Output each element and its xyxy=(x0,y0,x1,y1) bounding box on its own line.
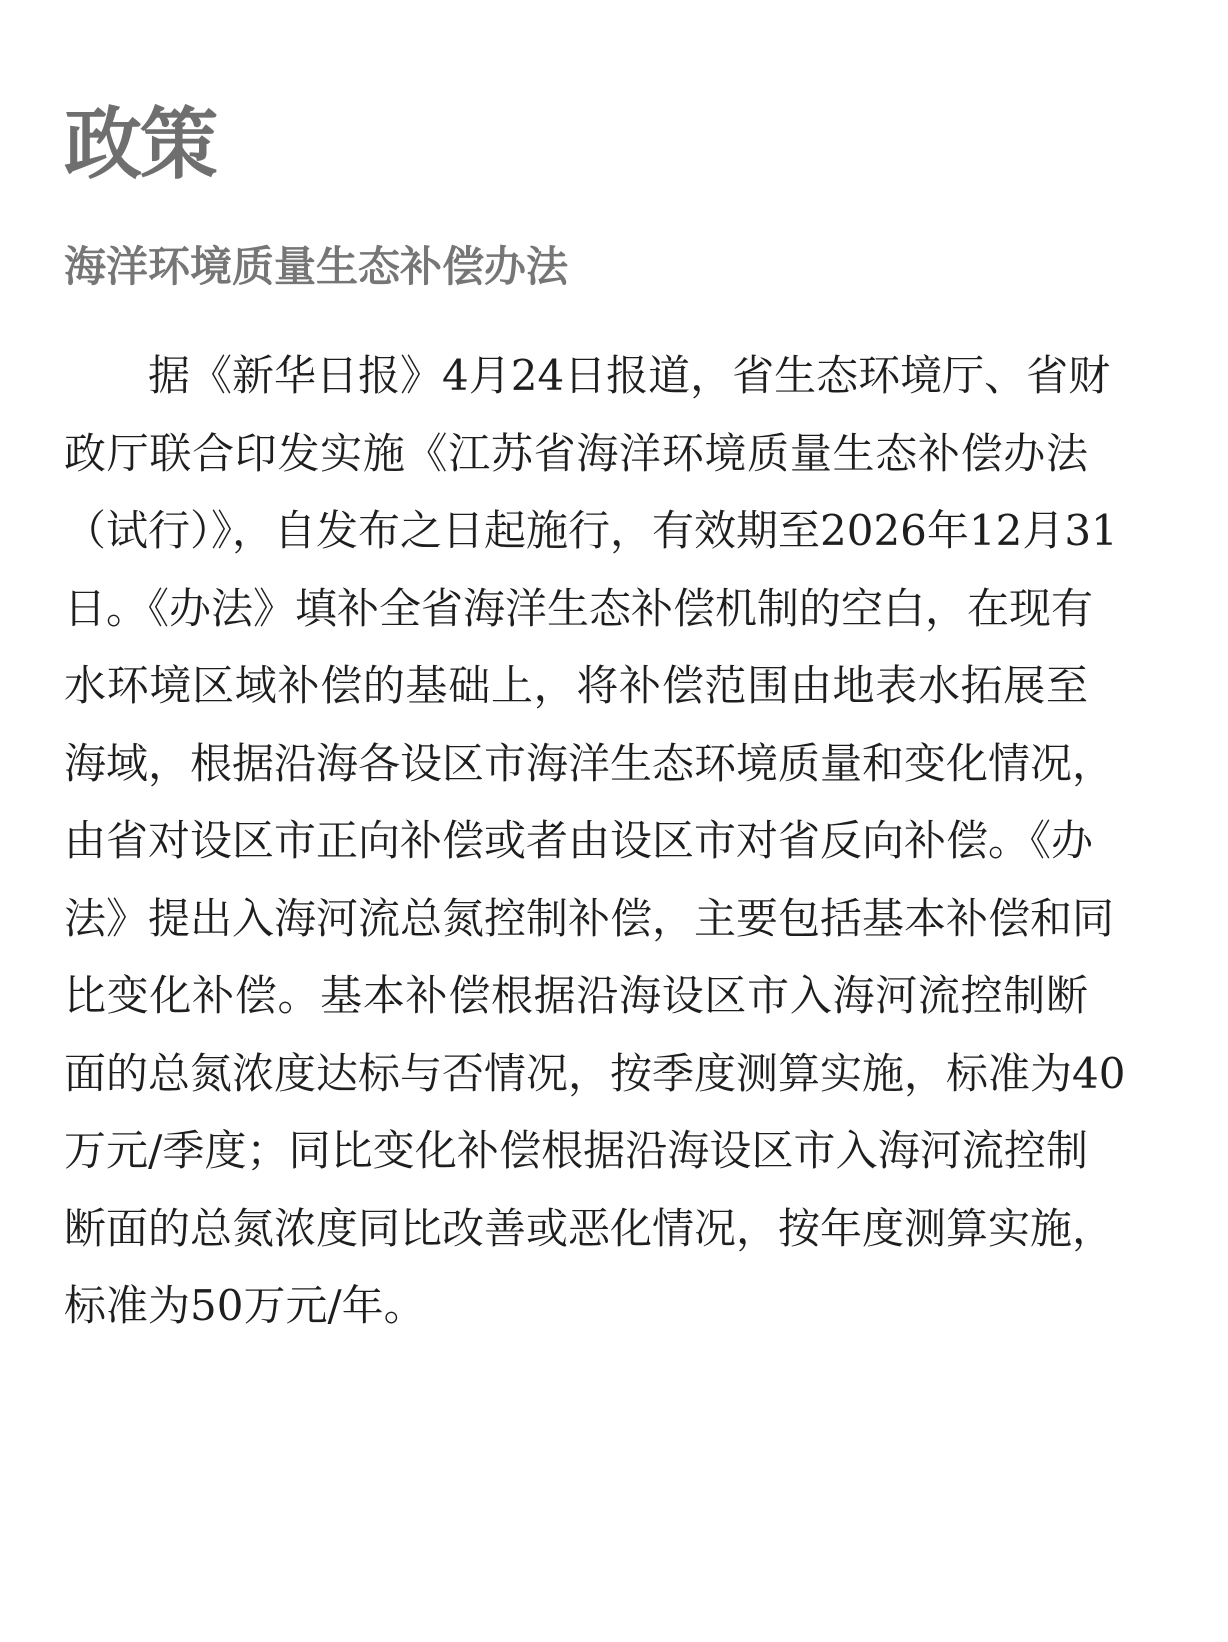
body-line: 标准为50万元/年。 xyxy=(64,1281,426,1330)
article-body xyxy=(64,337,1126,1345)
body-line: 面的总氮浓度达标与否情况，按季度测算实施，标准为40 xyxy=(64,1048,1126,1098)
body-line: 万元/季度；同比变化补偿根据沿海设区市入海河流控制 xyxy=(64,1126,1088,1175)
article-title: 海洋环境质量生态补偿办法 xyxy=(64,242,569,291)
body-line: 海域，根据沿海各设区市海洋生态环境质量和变化情况， xyxy=(64,738,1115,788)
section-title: 政策 xyxy=(64,100,217,190)
body-line: 政厅联合印发实施《江苏省海洋环境质量生态补偿办法 xyxy=(64,428,1088,478)
body-line: 据《新华日报》4月24日报道，省生态环境厅、省财 xyxy=(148,351,1111,400)
body-line: 日。《办法》填补全省海洋生态补偿机制的空白，在现有 xyxy=(64,583,1094,633)
body-line: 水环境区域补偿的基础上，将补偿范围由地表水拓展至 xyxy=(64,661,1088,710)
body-line: （试行）》，自发布之日起施行，有效期至2026年12月31 xyxy=(64,506,1118,555)
body-line: 法》提出入海河流总氮控制补偿，主要包括基本补偿和同 xyxy=(64,893,1115,943)
body-line: 断面的总氮浓度同比改善或恶化情况，按年度测算实施， xyxy=(64,1203,1115,1253)
body-line: 比变化补偿。基本补偿根据沿海设区市入海河流控制断 xyxy=(64,971,1088,1020)
body-line: 由省对设区市正向补偿或者由设区市对省反向补偿。《办 xyxy=(64,816,1094,865)
